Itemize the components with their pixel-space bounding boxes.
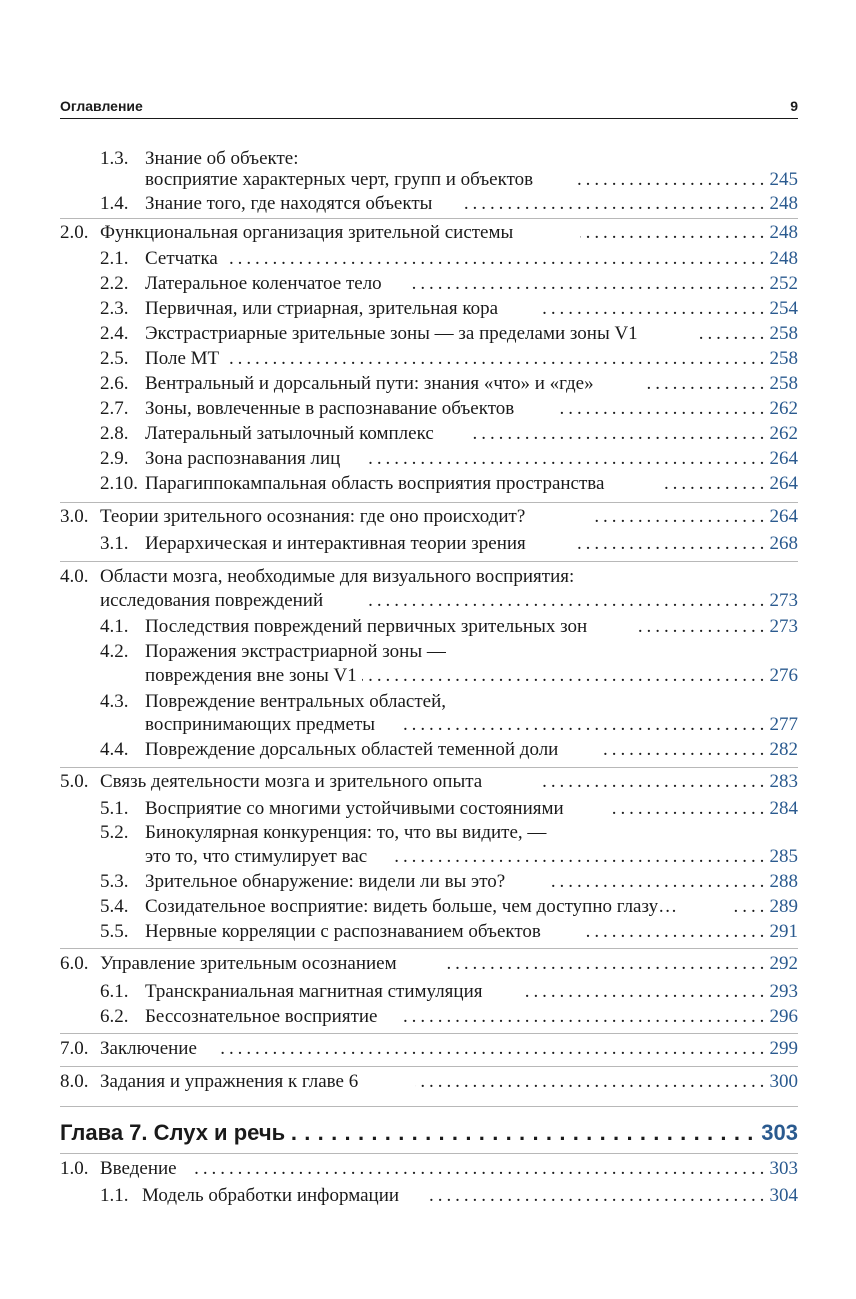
entry-title: Зрительное обнаружение: видели ли вы это? [145, 871, 506, 892]
leader-dots [194, 1157, 764, 1181]
toc-chapter-7[interactable] [60, 1118, 798, 1148]
toc-entry-2-1[interactable] [100, 247, 798, 271]
entry-title: Созидательное восприятие: видеть больше, чем доступно глазу… [145, 896, 678, 917]
toc-entry-5-1[interactable] [100, 797, 798, 821]
toc-entry-6-2[interactable] [100, 1005, 798, 1029]
entry-title: Последствия повреждений первичных зрительных зон [145, 616, 588, 637]
entry-page: 289 [769, 896, 798, 917]
leader-dots [410, 272, 764, 296]
entry-title: Парагиппокампальная область восприятия пространства [145, 473, 605, 494]
entry-number: 2.8. [100, 423, 129, 444]
toc-entry-5-2-cont[interactable] [100, 845, 798, 869]
entry-page: 248 [769, 193, 798, 214]
entry-title: Повреждение дорсальных областей теменной доли [145, 739, 559, 760]
leader-dots [462, 192, 764, 216]
entry-page: 262 [769, 398, 798, 419]
toc-entry-2-3[interactable] [100, 297, 798, 321]
leader-dots [400, 713, 764, 737]
section-divider [60, 767, 798, 768]
leader-dots [698, 322, 764, 346]
entry-number: 2.1. [100, 248, 129, 269]
leader-dots [634, 615, 764, 639]
leader-dots [220, 1037, 764, 1061]
running-header [60, 96, 798, 119]
section-divider [60, 561, 798, 562]
entry-number: 8.0. [60, 1071, 89, 1092]
toc-entry-2-7[interactable] [100, 397, 798, 421]
entry-number: 1.4. [100, 193, 129, 214]
entry-title: восприятие характерных черт, групп и объектов [145, 169, 534, 190]
entry-number: 2.7. [100, 398, 129, 419]
entry-title: Бессознательное восприятие [145, 1006, 378, 1027]
entry-page: 288 [769, 871, 798, 892]
section-divider [60, 1066, 798, 1067]
entry-page: 254 [769, 298, 798, 319]
entry-page: 296 [769, 1006, 798, 1027]
entry-page: 268 [769, 533, 798, 554]
entry-page: 284 [769, 798, 798, 819]
section-divider [60, 502, 798, 503]
leader-dots [228, 347, 764, 371]
entry-page: 264 [769, 448, 798, 469]
entry-number: 5.5. [100, 921, 129, 942]
toc-entry-2-6[interactable] [100, 372, 798, 396]
entry-title: Знание того, где находятся объекты [145, 193, 433, 214]
toc-entry-2-0[interactable] [60, 221, 798, 245]
entry-page: 248 [769, 222, 798, 243]
entry-title: Модель обработки информации [142, 1185, 400, 1206]
entry-title: Зона распознавания лиц [145, 448, 341, 469]
entry-number: 3.1. [100, 533, 129, 554]
entry-title: Теории зрительного осознания: где оно происходит? [100, 506, 526, 527]
toc-entry-3-1[interactable] [100, 532, 798, 556]
leader-dots [580, 221, 764, 245]
section-divider [60, 1033, 798, 1034]
entry-number: 5.2. [100, 822, 129, 843]
entry-title: Вентральный и дорсальный пути: знания «что» и «где» [145, 373, 594, 394]
entry-title: Связь деятельности мозга и зрительного опыта [100, 771, 483, 792]
entry-page: 258 [769, 348, 798, 369]
entry-number: 3.0. [60, 506, 89, 527]
entry-page: 248 [769, 248, 798, 269]
entry-title: Задания и упражнения к главе 6 [100, 1071, 359, 1092]
entry-title: Бинокулярная конкуренция: то, что вы видите, — [145, 822, 547, 843]
entry-page: 292 [769, 953, 798, 974]
entry-page: 262 [769, 423, 798, 444]
entry-page: 264 [769, 506, 798, 527]
entry-title: Сетчатка [145, 248, 218, 269]
leader-dots [430, 1184, 764, 1208]
entry-number: 4.3. [100, 691, 129, 712]
entry-title: Латеральный затылочный комплекс [145, 423, 434, 444]
toc-entry-8-0[interactable] [60, 1070, 798, 1094]
toc-entry-1-3-cont[interactable] [100, 168, 798, 192]
entry-number: 6.0. [60, 953, 89, 974]
entry-page: 277 [769, 714, 798, 735]
leader-dots [662, 472, 764, 496]
toc-entry-4-1[interactable] [100, 615, 798, 639]
entry-page: 299 [769, 1038, 798, 1059]
entry-page: 252 [769, 273, 798, 294]
entry-number: 1.0. [60, 1158, 89, 1179]
entry-number: 4.4. [100, 739, 129, 760]
entry-number: 6.2. [100, 1006, 129, 1027]
toc-entry-4-3[interactable] [100, 690, 798, 714]
entry-title: Иерархическая и интерактивная теории зрения [145, 533, 526, 554]
section-divider [60, 948, 798, 949]
entry-number: 2.5. [100, 348, 129, 369]
entry-number: 2.10. [100, 473, 138, 494]
toc-entry-3-0[interactable] [60, 505, 798, 529]
header-page-number: 9 [790, 98, 798, 114]
entry-title: Введение [100, 1158, 177, 1179]
toc-entry-1-0[interactable] [60, 1157, 798, 1181]
leader-dots [362, 664, 764, 688]
entry-number: 2.2. [100, 273, 129, 294]
entry-number: 2.6. [100, 373, 129, 394]
toc-entry-2-8[interactable] [100, 422, 798, 446]
entry-title: исследования повреждений [100, 590, 324, 611]
entry-page: 291 [769, 921, 798, 942]
toc-entry-2-4[interactable] [100, 322, 798, 346]
toc-entry-7-0[interactable] [60, 1037, 798, 1061]
entry-title: Нервные корреляции с распознаванием объектов [145, 921, 541, 942]
chapter-page: 303 [761, 1120, 798, 1145]
entry-title: повреждения вне зоны V1 [145, 665, 357, 686]
toc-entry-4-0-cont[interactable] [60, 589, 798, 613]
leader-dots [446, 952, 764, 976]
leader-dots [594, 505, 764, 529]
toc-entry-4-2[interactable] [100, 640, 798, 664]
entry-page: 283 [769, 771, 798, 792]
leader-dots [227, 247, 764, 271]
entry-number: 4.2. [100, 641, 129, 662]
entry-title: воспринимающих предметы [145, 714, 376, 735]
leader-dots [546, 870, 764, 894]
leader-dots [584, 920, 764, 944]
section-divider [60, 1106, 798, 1107]
entry-page: 258 [769, 373, 798, 394]
toc-entry-5-2[interactable] [100, 821, 798, 845]
toc-entry-5-3[interactable] [100, 870, 798, 894]
entry-title: Области мозга, необходимые для визуального восприятия: [100, 566, 575, 587]
section-divider [60, 218, 798, 219]
leader-dots [400, 1005, 764, 1029]
entry-number: 5.0. [60, 771, 89, 792]
toc-entry-2-5[interactable] [100, 347, 798, 371]
entry-number: 1.1. [100, 1185, 129, 1206]
leader-dots [600, 738, 764, 762]
leader-dots [286, 1118, 754, 1142]
leader-dots [572, 168, 764, 192]
section-divider [60, 1153, 798, 1154]
entry-title: Управление зрительным осознанием [100, 953, 397, 974]
entry-number: 5.4. [100, 896, 129, 917]
toc-entry-6-0[interactable] [60, 952, 798, 976]
leader-dots [366, 589, 764, 613]
toc-entry-4-0[interactable] [60, 565, 798, 589]
entry-title: Поражения экстрастриарной зоны — [145, 641, 446, 662]
entry-page: 300 [769, 1071, 798, 1092]
leader-dots [520, 980, 764, 1004]
entry-page: 273 [769, 616, 798, 637]
toc-entry-4-4[interactable] [100, 738, 798, 762]
entry-number: 2.0. [60, 222, 89, 243]
toc-entry-5-0[interactable] [60, 770, 798, 794]
leader-dots [642, 372, 764, 396]
toc-entry-2-10[interactable] [100, 472, 798, 496]
entry-title: Поле MT [145, 348, 220, 369]
entry-title: Повреждение вентральных областей, [145, 691, 446, 712]
entry-title: Заключение [100, 1038, 197, 1059]
entry-title: Транскраниальная магнитная стимуляция [145, 981, 483, 1002]
entry-number: 2.9. [100, 448, 129, 469]
entry-title: Знание об объекте: [145, 148, 299, 169]
entry-page: 273 [769, 590, 798, 611]
entry-number: 4.1. [100, 616, 129, 637]
entry-page: 282 [769, 739, 798, 760]
entry-number: 5.1. [100, 798, 129, 819]
entry-page: 285 [769, 846, 798, 867]
header-title: Оглавление [60, 98, 143, 114]
entry-title: Первичная, или стриарная, зрительная кора [145, 298, 499, 319]
leader-dots [392, 845, 764, 869]
leader-dots [542, 770, 764, 794]
entry-title: Восприятие со многими устойчивыми состояниями [145, 798, 564, 819]
leader-dots [365, 447, 764, 471]
toc-entry-4-3-cont[interactable] [100, 713, 798, 737]
toc-entry-2-9[interactable] [100, 447, 798, 471]
toc-entry-5-5[interactable] [100, 920, 798, 944]
entry-number: 6.1. [100, 981, 129, 1002]
entry-page: 258 [769, 323, 798, 344]
entry-number: 7.0. [60, 1038, 89, 1059]
entry-title: это то, что стимулирует вас [145, 846, 368, 867]
chapter-title: Глава 7. Слух и речь [60, 1120, 286, 1145]
leader-dots [415, 1070, 764, 1094]
leader-dots [538, 297, 764, 321]
leader-dots [732, 895, 764, 919]
entry-title: Зоны, вовлеченные в распознавание объектов [145, 398, 515, 419]
entry-number: 5.3. [100, 871, 129, 892]
entry-page: 276 [769, 665, 798, 686]
entry-page: 293 [769, 981, 798, 1002]
toc-entry-2-2[interactable] [100, 272, 798, 296]
leader-dots [472, 422, 764, 446]
leader-dots [610, 797, 764, 821]
entry-title: Функциональная организация зрительной системы [100, 222, 514, 243]
toc-entry-6-1[interactable] [100, 980, 798, 1004]
toc-entry-1-1[interactable] [100, 1184, 798, 1208]
entry-number: 2.4. [100, 323, 129, 344]
leader-dots [572, 532, 764, 556]
entry-number: 4.0. [60, 566, 89, 587]
leader-dots [558, 397, 764, 421]
entry-number: 1.3. [100, 148, 129, 169]
entry-page: 304 [769, 1185, 798, 1206]
entry-page: 264 [769, 473, 798, 494]
entry-page: 245 [769, 169, 798, 190]
toc-entry-5-4[interactable] [100, 895, 798, 919]
toc-entry-1-4[interactable] [100, 192, 798, 216]
entry-number: 2.3. [100, 298, 129, 319]
entry-title: Экстрастриарные зрительные зоны — за пределами зоны V1 [145, 323, 638, 344]
entry-page: 303 [769, 1158, 798, 1179]
entry-title: Латеральное коленчатое тело [145, 273, 382, 294]
toc-entry-4-2-cont[interactable] [100, 664, 798, 688]
